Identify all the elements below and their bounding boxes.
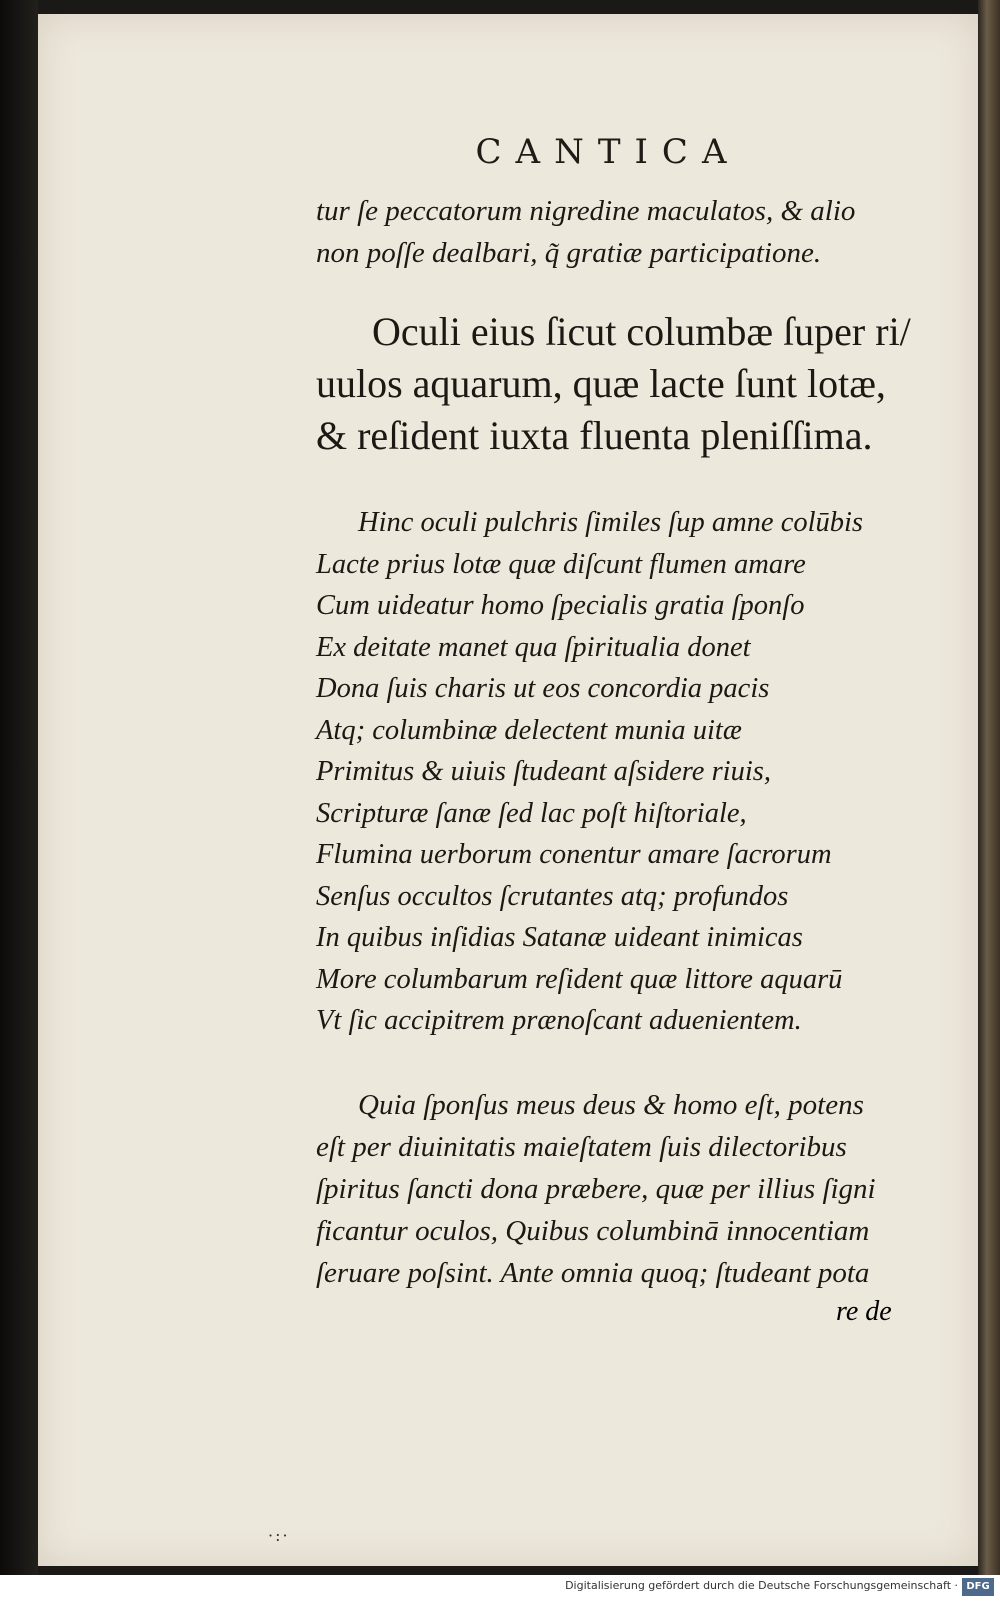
poem-line: Ex deitate manet qua ſpiritualia donet xyxy=(316,631,751,663)
text-line: tur ſe peccatorum nigredine maculatos, & alio xyxy=(316,195,856,227)
poem-line: Hinc oculi pulchris ſimiles ſup amne colūbis xyxy=(358,507,864,538)
text-line: ficantur oculos, Quibus columbinā innocentiam xyxy=(316,1215,870,1247)
continuation-text xyxy=(316,190,946,274)
poem-line: Cum uideatur homo ſpecialis gratia ſponſo xyxy=(316,590,805,621)
poem-line: Dona ſuis charis ut eos concordia pacis xyxy=(316,673,770,704)
book-edge-left xyxy=(0,0,38,1575)
text-line: ſeruare poſsint. Ante omnia quoq; ſtudeant pota xyxy=(316,1257,870,1289)
poem-line: Senſus occultos ſcrutantes atq; profundos xyxy=(316,880,789,912)
poem-line: Scripturæ ſanæ ſed lac poſt hiſtoriale, xyxy=(316,797,747,829)
verse-line: uulos aquarum, quæ lacte ſunt lotæ, xyxy=(316,361,886,406)
poem-line: In quibus inſidias Satanæ uideant inimicas xyxy=(316,922,803,953)
text-line: eſt per diuinitatis maieſtatem ſuis dilectoribus xyxy=(316,1131,847,1163)
verse-line: & reſident iuxta fluenta pleniſſima. xyxy=(316,413,873,458)
poem-line: Primitus & uiuis ſtudeant aſsidere riuis, xyxy=(316,756,771,787)
book-edge-right xyxy=(978,0,1000,1575)
verse-line: Oculi eius ſicut columbæ ſuper ri/ xyxy=(372,309,911,354)
funding-credit: Digitalisierung gefördert durch die Deutsche Forschungsgemeinschaft · xyxy=(565,1579,958,1592)
scripture-verse xyxy=(316,306,946,462)
poem-line: Flumina uerborum conentur amare ſacrorum xyxy=(316,839,832,870)
book-page xyxy=(38,14,978,1566)
poem-line: Lacte prius lotæ quæ diſcunt flumen amare xyxy=(316,548,806,580)
commentary-paragraph xyxy=(316,1084,946,1294)
text-line: ſpiritus ſancti dona præbere, quæ per illius ſigni xyxy=(316,1173,876,1205)
catchword: re de xyxy=(836,1296,892,1327)
poem-line: More columbarum reſident quæ littore aquarū xyxy=(316,963,843,995)
signature-mark: ·:· xyxy=(268,1526,290,1545)
poem-line: Atq; columbinæ delectent munia uitæ xyxy=(316,714,742,746)
running-head: CANTICA xyxy=(475,132,741,172)
footer-bar xyxy=(0,1575,1000,1602)
poem-line: Vt ſic accipitrem prænoſcant aduenientem. xyxy=(316,1005,802,1036)
text-line: non poſſe dealbari, q̃ gratiæ participatione. xyxy=(316,237,822,269)
text-line: Quia ſponſus meus deus & homo eſt, potens xyxy=(358,1089,864,1121)
dfg-logo: DFG xyxy=(962,1578,994,1596)
poem xyxy=(316,502,946,1042)
